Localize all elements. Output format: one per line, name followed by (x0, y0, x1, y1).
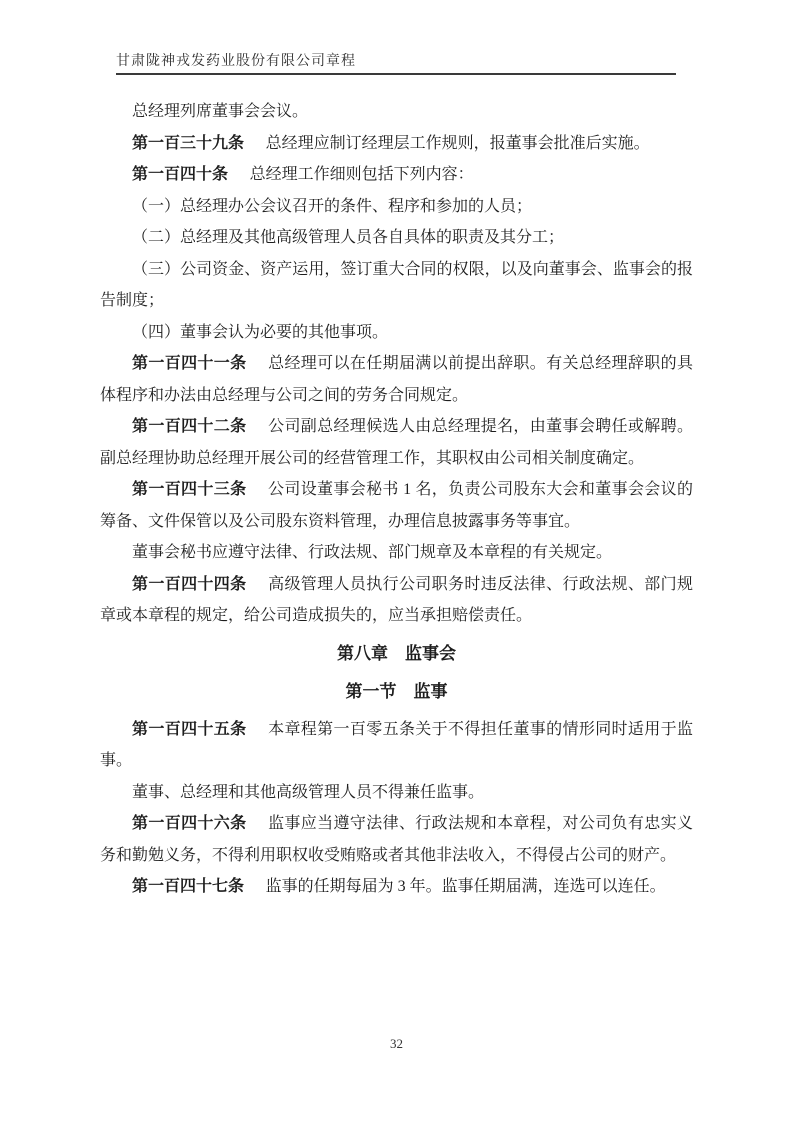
section-heading-text: 第一节 监事 (345, 681, 448, 701)
paragraph (100, 96, 693, 128)
paragraph-text: 董事、总经理和其他高级管理人员不得兼任监事。 (132, 783, 485, 801)
paragraph (100, 871, 693, 903)
paragraph-text: 监事的任期每届为 3 年。监事任期届满，连选可以连任。 (265, 878, 666, 895)
page-footer (0, 1036, 793, 1052)
article-number: 第一百四十六条 (132, 815, 247, 832)
paragraph-text: 总经理可以在任期届满以前提出辞职。有关总经理辞职的具体程序和办法由总经理与公司之间的劳务合同规定。 (100, 355, 693, 404)
paragraph-text: （三）公司资金、资产运用，签订重大合同的权限，以及向董事会、监事会的报告制度； (100, 260, 693, 309)
article-number: 第一百四十二条 (132, 418, 247, 435)
paragraph (100, 128, 693, 160)
paragraph-text: 公司设董事会秘书 1 名，负责公司股东大会和董事会会议的筹备、文件保管以及公司股东资料管理，办理信息披露事务等事宜。 (100, 481, 693, 530)
article-number: 第一百三十九条 (132, 134, 245, 152)
paragraph (100, 474, 693, 537)
page-number: 32 (390, 1036, 403, 1051)
paragraph-text: 总经理工作细则包括下列内容： (249, 166, 474, 183)
paragraph-text: 监事应当遵守法律、行政法规和本章程，对公司负有忠实义务和勤勉义务，不得利用职权收受贿赂或者其他非法收入，不得侵占公司的财产。 (100, 815, 693, 864)
article-number: 第一百四十条 (132, 166, 229, 183)
paragraph (100, 537, 693, 569)
document-header-title: 甘肃陇神戎发药业股份有限公司章程 (116, 54, 356, 69)
paragraph (100, 714, 693, 777)
paragraph (100, 808, 693, 871)
paragraph (100, 569, 693, 632)
chapter-heading-text: 第八章 监事会 (337, 643, 456, 663)
paragraph (100, 411, 693, 474)
paragraph (100, 348, 693, 411)
article-number: 第一百四十三条 (132, 481, 247, 498)
paragraph-text: 公司副总经理候选人由总经理提名，由董事会聘任或解聘。副总经理协助总经理开展公司的经营管理工作，其职权由公司相关制度确定。 (100, 418, 693, 467)
paragraph (100, 191, 693, 223)
paragraph-text: 高级管理人员执行公司职务时违反法律、行政法规、部门规章或本章程的规定，给公司造成损失的，应当承担赔偿责任。 (100, 575, 693, 624)
paragraph-text: （一）总经理办公会议召开的条件、程序和参加的人员； (132, 197, 533, 215)
article-number: 第一百四十七条 (132, 878, 245, 895)
paragraph (100, 222, 693, 254)
paragraph-text: 本章程第一百零五条关于不得担任董事的情形同时适用于监事。 (100, 720, 693, 769)
document-header (116, 53, 676, 75)
paragraph-text: （四）董事会认为必要的其他事项。 (132, 323, 389, 341)
paragraph (100, 254, 693, 317)
document-body (100, 96, 693, 903)
paragraph-text: （二）总经理及其他高级管理人员各自具体的职责及其分工； (132, 229, 565, 246)
paragraph (100, 777, 693, 809)
paragraph-text: 总经理列席董事会会议。 (132, 103, 309, 120)
paragraph (100, 159, 693, 191)
article-number: 第一百四十四条 (132, 575, 247, 593)
article-number: 第一百四十一条 (132, 355, 247, 372)
chapter-heading (100, 638, 693, 670)
section-heading (100, 676, 693, 708)
paragraph-text: 董事会秘书应遵守法律、行政法规、部门规章及本章程的有关规定。 (132, 544, 613, 561)
article-number: 第一百四十五条 (132, 720, 247, 738)
paragraph (100, 317, 693, 349)
paragraph-text: 总经理应制订经理层工作规则，报董事会批准后实施。 (265, 134, 650, 152)
